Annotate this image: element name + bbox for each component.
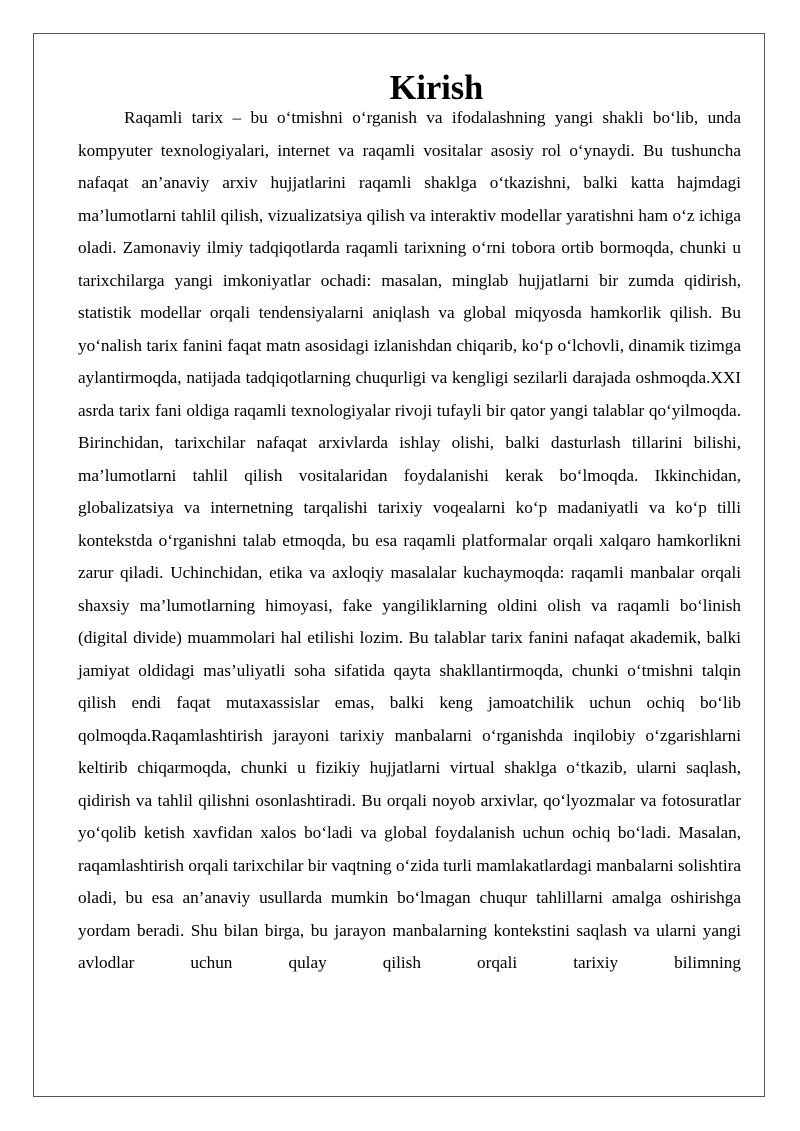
document-title: Kirish (389, 69, 484, 107)
document-body (78, 69, 741, 980)
body-paragraph: Raqamli tarix – bu o‘tmishni o‘rganish va ifodalashning yangi shakli bo‘lib, unda kompyuter texnologiyalari, internet va raqamli vositalar asosiy rol o‘ynaydi. Bu tushuncha nafaqat an’anaviy arxiv hujjatlarini raqamli shaklga o‘tkazishni, balki katta hajmdagi ma’lumotlarni tahlil qilish, vizualizatsiya qilish va interaktiv modellar yaratishni ham o‘z ichiga oladi. Zamonaviy ilmiy tadqiqotlarda raqamli tarixning o‘rni tobora ortib bormoqda, chunki u tarixchilarga yangi imkoniyatlar ochadi: masalan, minglab hujjatlarni bir zumda qidirish, statistik modellar orqali tendensiyalarni aniqlash va global miqyosda hamkorlik qilish. Bu yo‘nalish tarix fanini faqat matn asosidagi izlanishdan chiqarib, ko‘p o‘lchovli, dinamik tizimga aylantirmoqda, natijada tadqiqotlarning chuqurligi va kengligi sezilarli darajada oshmoqda.XXI asrda tarix fani oldiga raqamli texnologiyalar rivoji tufayli bir qator yangi talablar qo‘yilmoqda. Birinchidan, tarixchilar nafaqat arxivlarda ishlay olishi, balki dasturlash tillarini bilishi, ma’lumotlarni tahlil qilish vositalaridan foydalanishi kerak bo‘lmoqda. Ikkinchidan, globalizatsiya va internetning tarqalishi tarixiy voqealarni ko‘p madaniyatli va ko‘p tilli kontekstda o‘rganishni talab etmoqda, bu esa raqamli platformalar orqali xalqaro hamkorlikni zarur qiladi. Uchinchidan, etika va axloqiy masalalar kuchaymoqda: raqamli manbalar orqali shaxsiy ma’lumotlarning himoyasi, fake yangiliklarning oldini olish va raqamli bo‘linish (digital divide) muammolari hal etilishi lozim. Bu talablar tarix fanini nafaqat akademik, balki jamiyat oldidagi mas’uliyatli soha sifatida qayta shakllantirmoqda, chunki o‘tmishni talqin qilish endi faqat mutaxassislar emas, balki keng jamoatchilik uchun ochiq bo‘lib qolmoqda.Raqamlashtirish jarayoni tarixiy manbalarni o‘rganishda inqilobiy o‘zgarishlarni keltirib chiqarmoqda, chunki u fizikiy hujjatlarni virtual shaklga o‘tkazib, ularni saqlash, qidirish va tahlil qilishni osonlashtiradi. Bu orqali noyob arxivlar, qo‘lyozmalar va fotosuratlar yo‘qolib ketish xavfidan xalos bo‘ladi va global foydalanish uchun ochiq bo‘ladi. Masalan, raqamlashtirish orqali tarixchilar bir vaqtning o‘zida turli mamlakatlardagi manbalarni solishtira oladi, bu esa an’anaviy usullarda mumkin bo‘lmagan chuqur tahlillarni amalga oshirishga yordam beradi. Shu bilan birga, bu jarayon manbalarning kontekstini saqlash va ularni yangi avlodlar uchun qulay qilish orqali tarixiy bilimning (78, 108, 741, 972)
